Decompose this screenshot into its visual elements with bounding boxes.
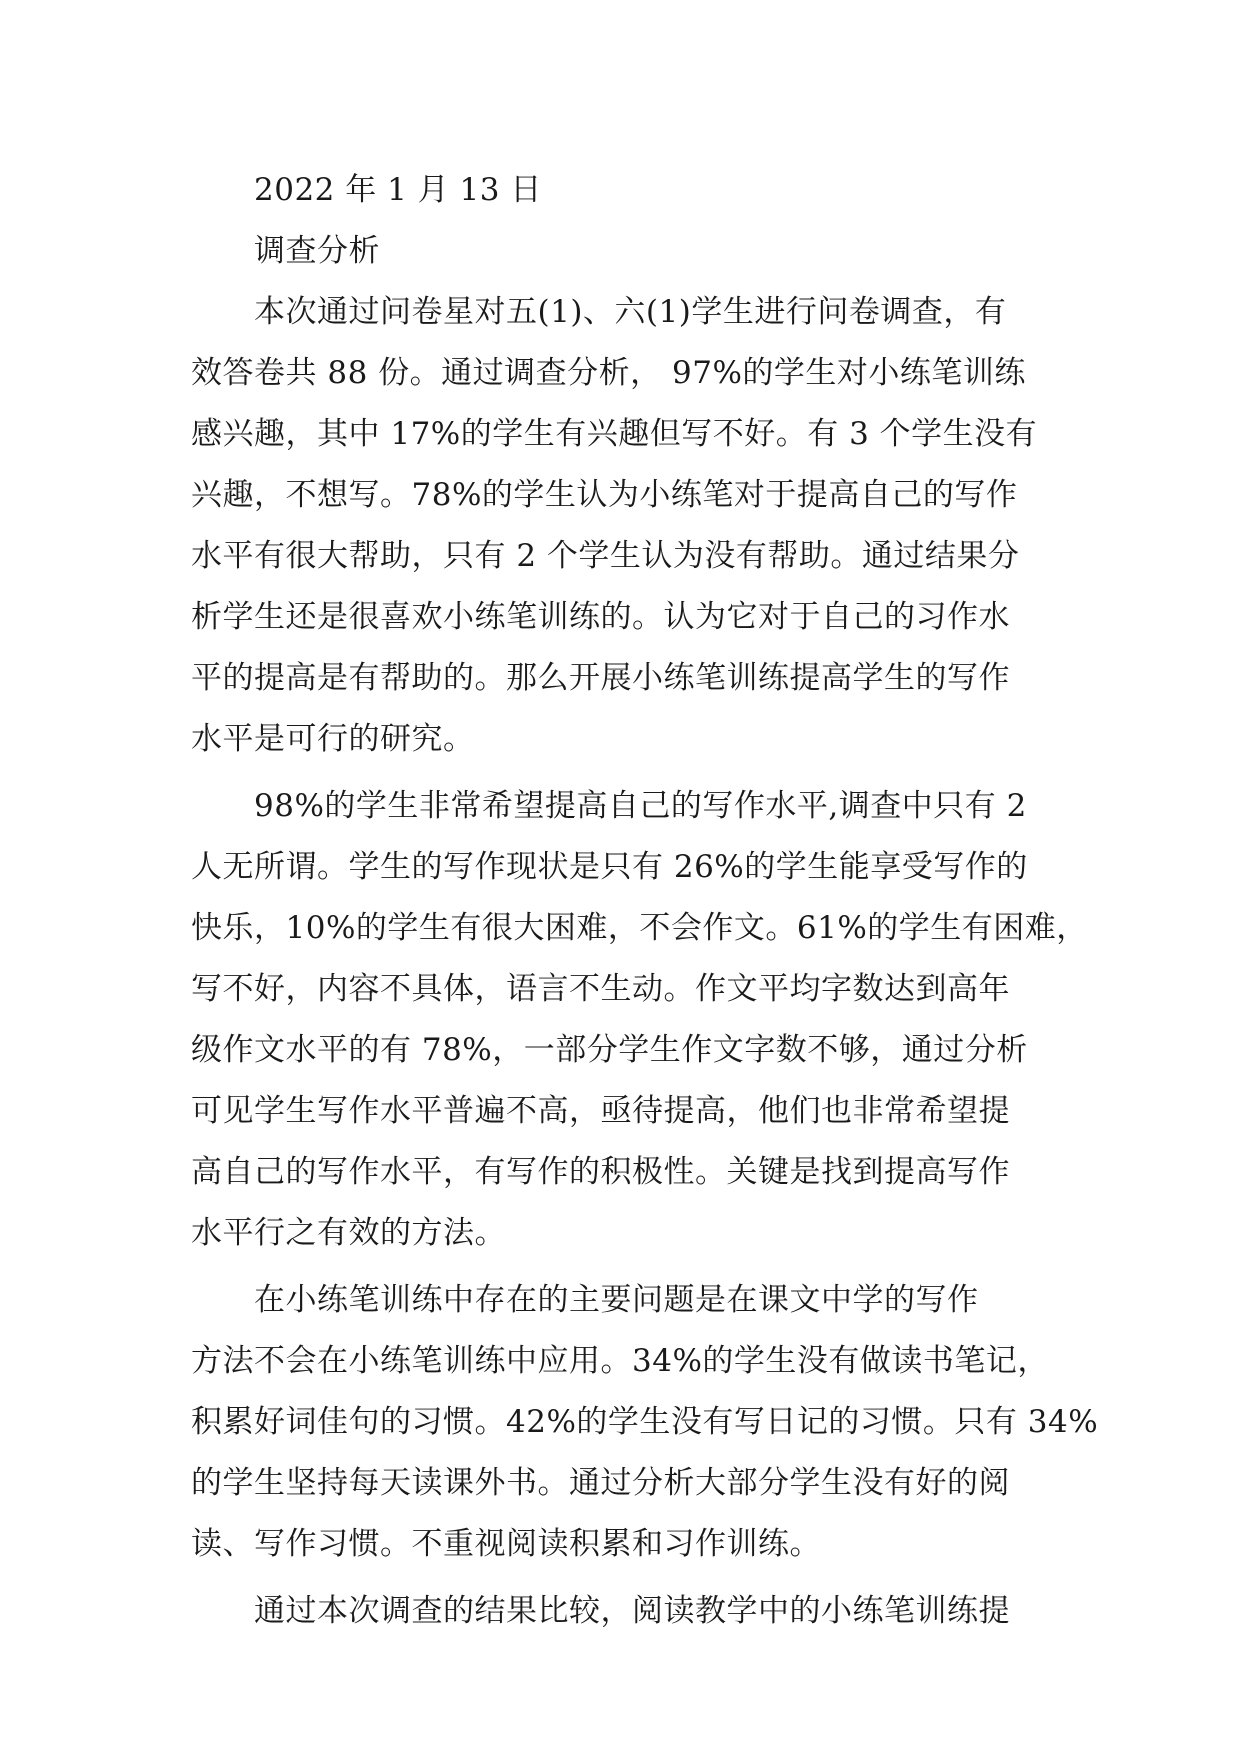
paragraph-line: 在小练笔训练中存在的主要问题是在课文中学的写作 xyxy=(254,1282,979,1318)
paragraph-line: 98%的学生非常希望提高自己的写作水平,调查中只有 2 xyxy=(254,788,1027,824)
paragraph-line: 平的提高是有帮助的。那么开展小练笔训练提高学生的写作 xyxy=(191,660,1010,696)
paragraph-line: 人无所谓。学生的写作现状是只有 26%的学生能享受写作的 xyxy=(191,849,1028,885)
paragraph-line: 兴趣，不想写。78%的学生认为小练笔对于提高自己的写作 xyxy=(191,477,1018,513)
paragraph-conclusion xyxy=(191,1581,1053,1642)
paragraph-survey-interest xyxy=(191,282,1053,770)
paragraph-line: 写不好，内容不具体，语言不生动。作文平均字数达到高年 xyxy=(191,971,1010,1007)
paragraph-line: 感兴趣，其中 17%的学生有兴趣但写不好。有 3 个学生没有 xyxy=(191,416,1038,452)
paragraph-line: 快乐，10%的学生有很大困难，不会作文。61%的学生有困难， xyxy=(191,910,1088,946)
paragraph-line: 析学生还是很喜欢小练笔训练的。认为它对于自己的习作水 xyxy=(191,599,1010,635)
paragraph-line: 的学生坚持每天读课外书。通过分析大部分学生没有好的阅 xyxy=(191,1465,1010,1501)
paragraph-line: 水平有很大帮助，只有 2 个学生认为没有帮助。通过结果分 xyxy=(191,538,1020,574)
paragraph-line: 水平行之有效的方法。 xyxy=(191,1215,506,1251)
paragraph-line: 读、写作习惯。不重视阅读积累和习作训练。 xyxy=(191,1526,821,1562)
paragraph-line: 本次通过问卷星对五(1)、六(1)学生进行问卷调查，有 xyxy=(254,294,1007,330)
paragraph-main-problems xyxy=(191,1270,1099,1575)
paragraph-line: 方法不会在小练笔训练中应用。34%的学生没有做读书笔记， xyxy=(191,1343,1049,1379)
paragraph-line: 可见学生写作水平普遍不高，亟待提高，他们也非常希望提 xyxy=(191,1093,1010,1129)
paragraph-line: 积累好词佳句的习惯。42%的学生没有写日记的习惯。只有 34% xyxy=(191,1404,1099,1440)
section-title: 调查分析 xyxy=(254,233,380,269)
document-page xyxy=(191,160,1099,1642)
paragraph-line: 水平是可行的研究。 xyxy=(191,721,475,757)
paragraph-line: 通过本次调查的结果比较，阅读教学中的小练笔训练提 xyxy=(254,1593,1010,1629)
paragraph-line: 级作文水平的有 78%，一部分学生作文字数不够，通过分析 xyxy=(191,1032,1028,1068)
document-date: 2022 年 1 月 13 日 xyxy=(254,172,542,208)
paragraph-writing-status xyxy=(191,776,1088,1264)
paragraph-line: 高自己的写作水平，有写作的积极性。关键是找到提高写作 xyxy=(191,1154,1010,1190)
paragraph-line: 效答卷共 88 份。通过调查分析， 97%的学生对小练笔训练 xyxy=(191,355,1026,391)
